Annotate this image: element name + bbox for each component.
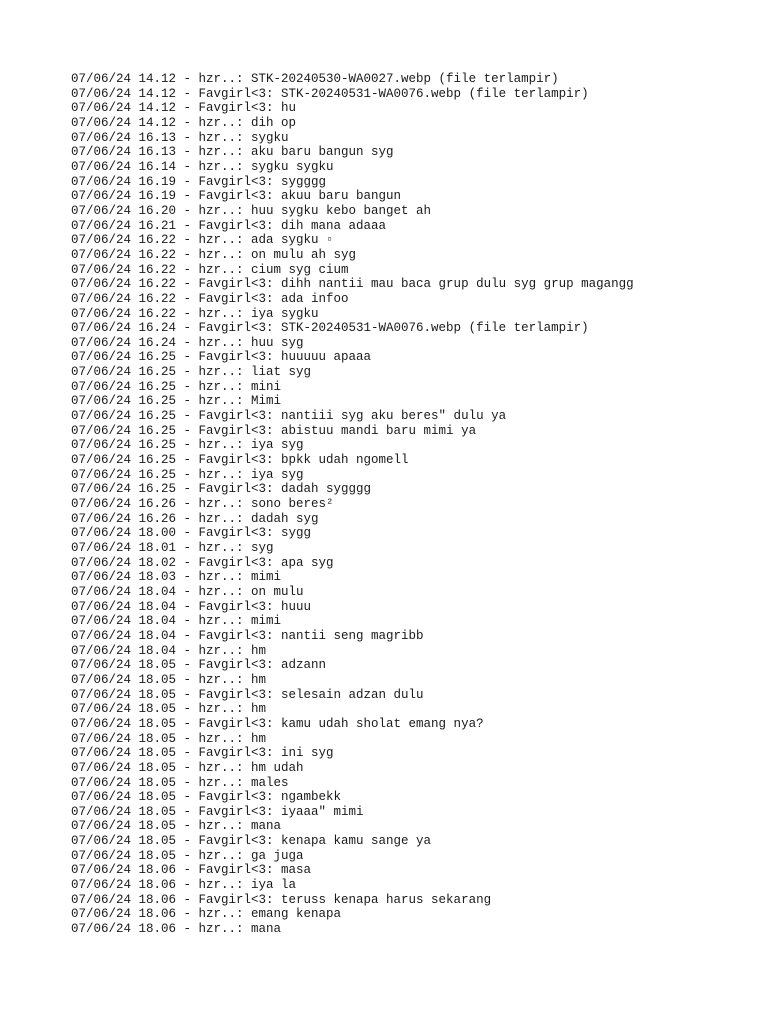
chat-line: 07/06/24 18.06 - hzr..: iya la — [71, 878, 297, 893]
chat-line: 07/06/24 18.05 - hzr..: hm — [71, 702, 267, 717]
chat-line: 07/06/24 18.01 - hzr..: syg — [71, 541, 274, 555]
chat-line: 07/06/24 16.22 - Favgirl<3: ada infoo — [71, 291, 349, 306]
chat-line: 07/06/24 18.06 - hzr..: emang kenapa — [71, 907, 342, 922]
chat-line: 07/06/24 18.06 - hzr..: mana — [71, 922, 282, 937]
chat-line: 07/06/24 16.25 - Favgirl<3: nantiii syg aku beres" dulu ya — [71, 409, 507, 424]
chat-line: 07/06/24 14.12 - Favgirl<3: STK-20240531-WA0076.webp (file terlampir) — [71, 86, 589, 101]
chat-line: 07/06/24 16.22 - Favgirl<3: dihh nantii mau baca grup dulu syg grup magangg — [71, 277, 634, 292]
chat-line: 07/06/24 16.25 - Favgirl<3: dadah sygggg — [71, 482, 372, 497]
chat-line: 07/06/24 18.04 - hzr..: on mulu — [71, 584, 304, 599]
chat-line: 07/06/24 16.22 - hzr..: iya sygku — [71, 306, 319, 321]
chat-line: 07/06/24 16.13 - hzr..: aku baru bangun syg — [71, 145, 394, 160]
chat-line: 07/06/24 16.22 - hzr..: cium syg cium — [71, 262, 349, 277]
chat-line: 07/06/24 16.25 - Favgirl<3: bpkk udah ngomell — [71, 453, 409, 468]
chat-line: 07/06/24 16.25 - hzr..: Mimi — [71, 394, 282, 409]
chat-line: 07/06/24 16.25 - hzr..: iya syg — [71, 467, 304, 482]
chat-line: 07/06/24 16.13 - hzr..: sygku — [71, 130, 289, 145]
chat-line: 07/06/24 16.25 - hzr..: mini — [71, 379, 282, 394]
chat-line: 07/06/24 16.20 - hzr..: huu sygku kebo banget ah — [71, 203, 432, 218]
chat-line: 07/06/24 18.02 - Favgirl<3: apa syg — [71, 555, 334, 570]
chat-line: 07/06/24 16.25 - Favgirl<3: huuuuu apaaa — [71, 350, 372, 365]
chat-line: 07/06/24 16.26 - hzr..: sono beres² — [71, 497, 334, 512]
chat-line: 07/06/24 18.05 - hzr..: hm udah — [71, 760, 304, 775]
chat-line: 07/06/24 16.24 - hzr..: huu syg — [71, 335, 304, 350]
chat-line: 07/06/24 18.05 - Favgirl<3: adzann — [71, 658, 327, 673]
chat-line: 07/06/24 14.12 - hzr..: STK-20240530-WA0027.webp (file terlampir) — [71, 72, 559, 86]
chat-line: 07/06/24 18.05 - hzr..: hm — [71, 731, 267, 746]
chat-line: 07/06/24 18.05 - hzr..: hm — [71, 672, 267, 687]
chat-line: 07/06/24 18.05 - hzr..: males — [71, 775, 289, 790]
chat-line: 07/06/24 16.25 - hzr..: iya syg — [71, 438, 304, 453]
chat-line: 07/06/24 16.22 - hzr..: on mulu ah syg — [71, 247, 357, 262]
chat-line: 07/06/24 18.04 - hzr..: mimi — [71, 614, 282, 629]
chat-line: 07/06/24 18.04 - hzr..: hm — [71, 643, 267, 658]
chat-line: 07/06/24 14.12 - Favgirl<3: hu — [71, 101, 297, 116]
chat-line: 07/06/24 18.04 - Favgirl<3: huuu — [71, 599, 312, 614]
chat-line: 07/06/24 14.12 - hzr..: dih op — [71, 115, 297, 130]
chat-line: 07/06/24 18.05 - Favgirl<3: kenapa kamu sange ya — [71, 834, 432, 849]
chat-line: 07/06/24 16.19 - Favgirl<3: sygggg — [71, 174, 327, 189]
chat-line: 07/06/24 18.05 - Favgirl<3: iyaaa" mimi — [71, 804, 364, 819]
chat-line: 07/06/24 18.05 - Favgirl<3: kamu udah sholat emang nya? — [71, 716, 484, 731]
chat-line: 07/06/24 16.24 - Favgirl<3: STK-20240531-WA0076.webp (file terlampir) — [71, 321, 589, 336]
chat-line: 07/06/24 16.14 - hzr..: sygku sygku — [71, 159, 334, 174]
chat-line: 07/06/24 18.06 - Favgirl<3: masa — [71, 863, 312, 878]
chat-line: 07/06/24 16.25 - hzr..: liat syg — [71, 365, 312, 380]
chat-line: 07/06/24 16.22 - hzr..: ada sygku ▫ — [71, 233, 334, 248]
chat-line: 07/06/24 16.26 - hzr..: dadah syg — [71, 511, 319, 526]
chat-line: 07/06/24 18.05 - Favgirl<3: ngambekk — [71, 790, 342, 805]
chat-line: 07/06/24 18.05 - Favgirl<3: ini syg — [71, 746, 334, 761]
chat-line: 07/06/24 18.03 - hzr..: mimi — [71, 570, 282, 585]
chat-line: 07/06/24 18.06 - Favgirl<3: teruss kenapa harus sekarang — [71, 892, 492, 907]
chat-line: 07/06/24 18.00 - Favgirl<3: sygg — [71, 526, 312, 541]
chat-line: 07/06/24 18.05 - Favgirl<3: selesain adzan dulu — [71, 687, 424, 702]
chat-line: 07/06/24 18.05 - hzr..: ga juga — [71, 848, 304, 863]
chat-line: 07/06/24 16.21 - Favgirl<3: dih mana adaaa — [71, 218, 387, 233]
chat-line: 07/06/24 16.19 - Favgirl<3: akuu baru bangun — [71, 189, 402, 204]
chat-line: 07/06/24 16.25 - Favgirl<3: abistuu mandi baru mimi ya — [71, 423, 477, 438]
chat-line: 07/06/24 18.05 - hzr..: mana — [71, 819, 282, 834]
chat-line: 07/06/24 18.04 - Favgirl<3: nantii seng magribb — [71, 628, 424, 643]
chat-log — [71, 72, 751, 937]
